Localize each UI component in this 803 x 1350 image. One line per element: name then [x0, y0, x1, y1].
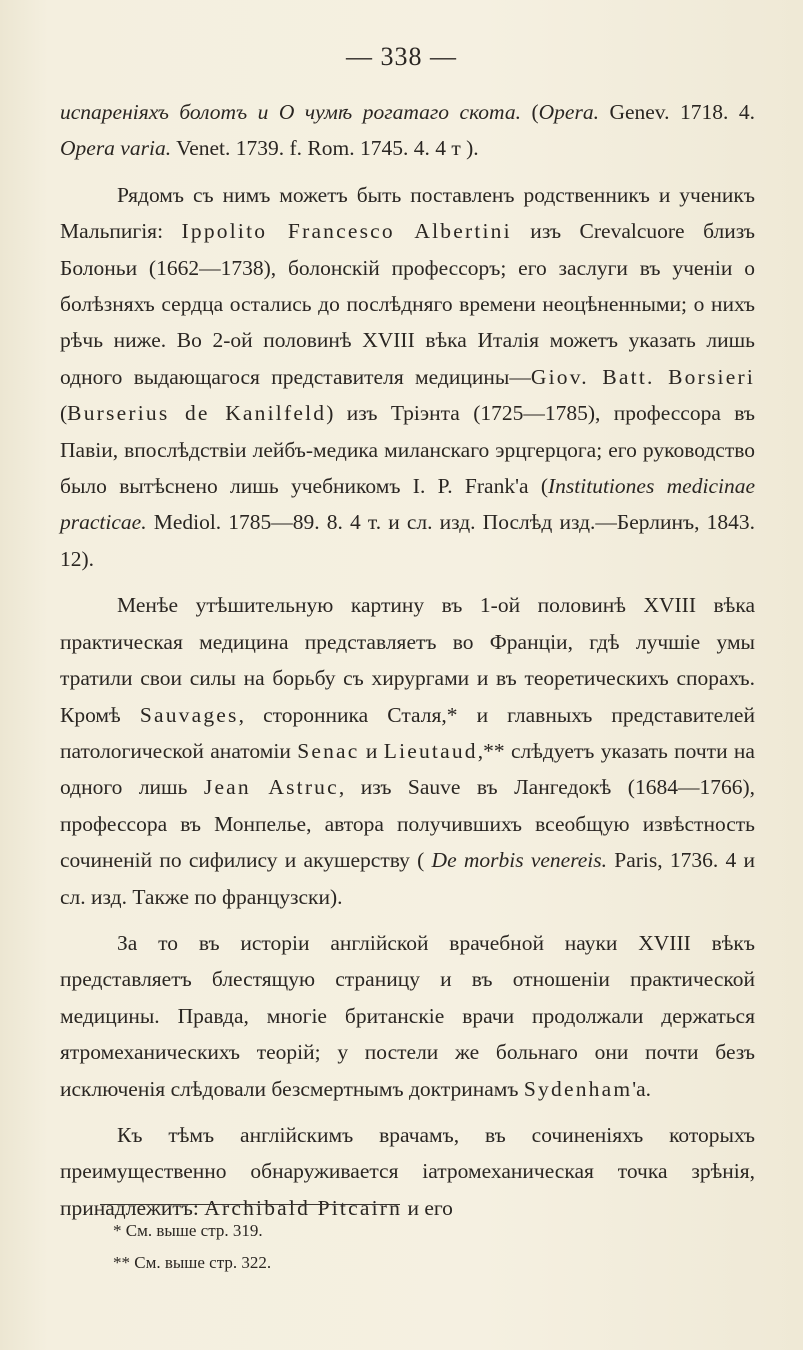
text-run: 'а. [632, 1076, 652, 1101]
text-run: ) изъ Тріэнта (1725—1785), профессора въ Павіи, впослѣдствіи лейбъ-медика миланскаго эрцгерцога; его руководство было вытѣснено лишь учебникомъ I. P. Frank'а ( [60, 401, 755, 499]
text-run: и его [402, 1195, 453, 1220]
footnote: * См. выше стр. 319. [113, 1221, 263, 1240]
italic-run: Opera varia. [60, 136, 172, 161]
footnote-divider [100, 1204, 400, 1205]
paragraph [60, 587, 755, 915]
spaced-name: Ippolito Francesco Albertini [181, 219, 512, 244]
text-run: и [359, 738, 384, 763]
spaced-name: Archibald Pitcairn [204, 1195, 403, 1220]
body-text [60, 94, 755, 1236]
text-run: За то въ исторіи англійской врачебной науки XVIII вѣкъ представляетъ блестящую страницу и въ отношеніи практической медицины. Правда, многіе британскіе врачи продолжали держаться ятромеханическихъ теорій; у постели же больнаго они почти безъ исключенія слѣдовали безсмертнымъ доктринамъ [60, 930, 755, 1101]
text-run: Рядомъ съ нимъ можетъ быть поставленъ родственникъ и ученикъ Мальпигія: [60, 182, 755, 244]
italic-run: Institutiones medicinae practicae. [60, 474, 756, 535]
spaced-name: Senac [297, 738, 360, 763]
text-run: Къ тѣмъ англійскимъ врачамъ, въ сочиненіяхъ которыхъ преимущественно обнаруживается іатромеханическая точка зрѣнія, принадлежитъ: [60, 1122, 755, 1220]
text-run: Venet. 1739. f. Rom. 1745. 4. 4 т ). [171, 136, 479, 161]
spaced-name: Sauvages [139, 702, 239, 727]
spaced-name: Jean Astruc [203, 775, 339, 800]
spaced-name: Sydenham [523, 1076, 633, 1101]
italic-run: испареніяхъ болотъ и О чумѣ рогатаго скота. [60, 100, 521, 124]
paragraph [60, 925, 755, 1107]
text-run: изъ Crevalcuore близъ Болоньи (1662—1738), болонскій профессоръ; его заслуги въ ученіи о болѣзняхъ сердца остались до послѣдняго времени неоцѣненными; о нихъ рѣчь ниже. Во 2-ой половинѣ XVIII вѣка Италія можетъ указать лишь одного выдающагося представителя медицины— [60, 219, 755, 389]
paragraph [60, 94, 755, 167]
text-run: Paris, 1736. 4 и сл. изд. Также по французски). [60, 848, 755, 909]
text-run: , изъ Sauve въ Лангедокѣ (1684—1766), профессора въ Монпелье, автора получившихъ всеобщую извѣстность сочиненій по сифилису и акушерству ( [60, 775, 755, 873]
spaced-name: Giov. Batt. Borsieri [530, 364, 755, 389]
footnotes [113, 1215, 271, 1279]
text-run: ,** слѣдуетъ указать почти на одного лишь [60, 738, 755, 800]
paragraph [60, 1117, 755, 1226]
text-run: Genev. 1718. 4. [598, 100, 755, 124]
text-run: ( [60, 401, 68, 426]
italic-run: Opera. [538, 100, 599, 124]
text-run: ( [520, 100, 539, 124]
spaced-name: Burserius de Kanilfeld [67, 401, 327, 426]
text-run: Mediol. 1785—89. 8. 4 т. и сл. изд. Послѣд изд.—Берлинъ, 1843. 12). [60, 510, 755, 571]
footnote: ** См. выше стр. 322. [113, 1253, 272, 1272]
page-number: — 338 — [346, 42, 457, 71]
text-run: Менѣе утѣшительную картину въ 1-ой половинѣ XVIII вѣка практическая медицина представляетъ во Франціи, гдѣ лучшіе умы тратили свои силы на борьбу съ хирургами и въ теоретическихъ спорахъ. Кромѣ [60, 593, 755, 727]
italic-run: De morbis venereis. [431, 848, 608, 873]
paragraph [60, 177, 755, 577]
spaced-name: Lieutaud [383, 738, 478, 763]
text-run: , сторонника Сталя,* и главныхъ представителей патологической анатоміи [60, 702, 755, 763]
